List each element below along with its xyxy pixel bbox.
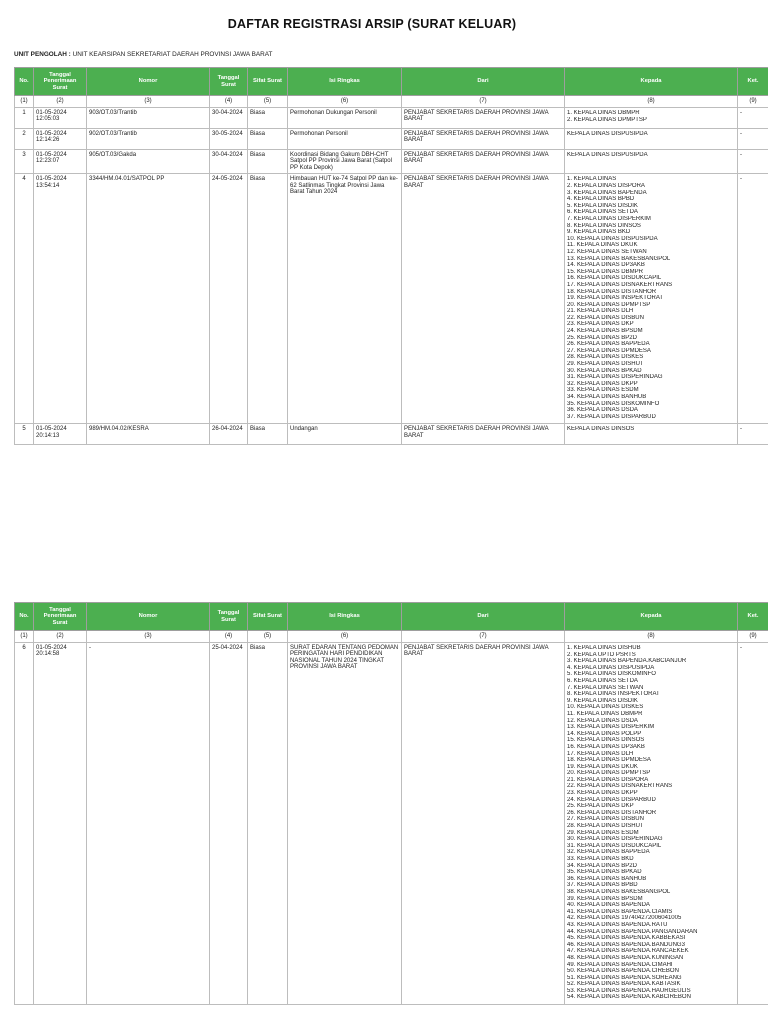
table-row	[15, 129, 768, 150]
col-number: (8)	[565, 96, 738, 108]
kepada-recipient: 27. KEPALA DINAS DISBUN	[567, 816, 644, 823]
ket-cell: -	[738, 129, 768, 150]
table-row	[15, 174, 768, 424]
kepada-recipient: 41. KEPALA DINAS BAPENDA.CIAMIS	[567, 908, 673, 915]
col-number: (5)	[248, 96, 288, 108]
kepada-recipient: 22. KEPALA DINAS DISBUN	[567, 314, 644, 321]
row-no: 6	[15, 643, 34, 1005]
col-header-ket: Ket.	[738, 603, 768, 631]
col-number: (8)	[565, 631, 738, 643]
kepada-recipient: 35. KEPALA DINAS BPKAD	[567, 869, 642, 876]
tanggal-surat-cell: 26-04-2024	[210, 424, 248, 445]
kepada-recipient: 32. KEPALA DINAS BAPPEDA	[567, 849, 650, 856]
kepada-recipient: KEPALA DINAS DINSOS	[567, 426, 635, 433]
table-row	[15, 150, 768, 174]
kepada-cell	[565, 129, 738, 150]
kepada-recipient: 18. KEPALA DINAS DISTANHOR	[567, 288, 657, 295]
tanggal-penerimaan-cell: 01-05-2024 20:14:13	[34, 424, 87, 445]
sifat-surat-cell: Biasa	[248, 129, 288, 150]
kepada-recipient: 20. KEPALA DINAS DPMPTSP	[567, 301, 651, 308]
kepada-recipient: 51. KEPALA DINAS BAPENDA.SOREANG	[567, 974, 682, 981]
kepada-recipient: 18. KEPALA DINAS DPMDESA	[567, 757, 651, 764]
ket-cell: -	[738, 174, 768, 424]
kepada-recipient: 31. KEPALA DINAS DISPERINDAG	[567, 374, 663, 381]
col-header-sifat-surat: Sifat Surat	[248, 603, 288, 631]
kepada-recipient: 3. KEPALA DINAS BAPENDA	[567, 189, 647, 196]
header-row	[15, 68, 768, 96]
kepada-recipient: 17. KEPALA DINAS DISNAKERTRANS	[567, 281, 673, 288]
isi-ringkas-cell: Undangan	[288, 424, 402, 445]
col-header-tanggal-penerimaan: Tanggal Penerimaan Surat	[34, 603, 87, 631]
kepada-recipient: 50. KEPALA DINAS BAPENDA.CIREBON	[567, 968, 679, 975]
kepada-recipient: 5. KEPALA DINAS DISKOMINFO	[567, 671, 656, 678]
row-no: 4	[15, 174, 34, 424]
kepada-recipient: 11. KEPALA DINAS DBMPR	[567, 710, 643, 717]
column-number-row	[15, 631, 768, 643]
kepada-recipient: 42. KEPALA DINAS 197404272006041005	[567, 915, 682, 922]
kepada-recipient: 21. KEPALA DINAS DISPORA	[567, 776, 649, 783]
col-number: (9)	[738, 96, 768, 108]
kepada-recipient: 7. KEPALA DINAS DISPERKIM	[567, 215, 651, 222]
kepada-recipient: 14. KEPALA DINAS POLPP	[567, 730, 642, 737]
col-header-isi-ringkas: Isi Ringkas	[288, 603, 402, 631]
kepada-recipient: 36. KEPALA DINAS DSDA	[567, 407, 638, 414]
col-number: (9)	[738, 631, 768, 643]
col-header-tanggal-surat: Tanggal Surat	[210, 603, 248, 631]
col-header-no: No.	[15, 603, 34, 631]
kepada-recipient: 39. KEPALA DINAS BPSDM	[567, 895, 643, 902]
page-title: DAFTAR REGISTRASI ARSIP (SURAT KELUAR)	[227, 17, 517, 31]
kepada-recipient: 25. KEPALA DINAS DKP	[567, 803, 634, 810]
kepada-recipient: 14. KEPALA DINAS DP3AKB	[567, 262, 645, 269]
kepada-recipient: 1. KEPALA DINAS DBMPR	[567, 110, 640, 116]
kepada-recipient: KEPALA DINAS DISPUSIPDA	[567, 152, 648, 158]
tanggal-penerimaan-cell: 01-05-2024 12:14:26	[34, 129, 87, 150]
tanggal-surat-cell: 30-04-2024	[210, 108, 248, 129]
col-number: (4)	[210, 631, 248, 643]
register-table-page-2	[14, 602, 768, 1005]
table-row	[15, 643, 768, 1005]
dari-cell: PENJABAT SEKRETARIS DAERAH PROVINSI JAWA BARAT	[402, 150, 565, 174]
nomor-cell: 903/OT.03/Trantib	[87, 108, 210, 129]
kepada-recipient: 11. KEPALA DINAS DKUK	[567, 242, 638, 249]
dari-cell: PENJABAT SEKRETARIS DAERAH PROVINSI JAWA BARAT	[402, 129, 565, 150]
sifat-surat-cell: Biasa	[248, 174, 288, 424]
nomor-cell: 902/OT.03/Trantib	[87, 129, 210, 150]
kepada-recipient: 33. KEPALA DINAS BKD	[567, 856, 634, 862]
col-header-ket: Ket.	[738, 68, 768, 96]
tanggal-penerimaan-cell: 01-05-2024 20:14:58	[34, 643, 87, 1005]
col-header-kepada: Kepada	[565, 68, 738, 96]
kepada-recipient: 9. KEPALA DINAS DISDIK	[567, 697, 638, 704]
row-no: 1	[15, 108, 34, 129]
kepada-cell	[565, 174, 738, 424]
kepada-recipient: 19. KEPALA DINAS INSPEKTORAT	[567, 295, 664, 302]
kepada-recipient: 24. KEPALA DINAS DISPARBUD	[567, 796, 656, 803]
table-row	[15, 108, 768, 129]
ket-cell: -	[738, 424, 768, 445]
kepada-recipient: 7. KEPALA DINAS SETWAN	[567, 684, 644, 691]
col-header-nomor: Nomor	[87, 603, 210, 631]
kepada-recipient: 45. KEPALA DINAS BAPENDA.KABBEKASI	[567, 935, 686, 942]
kepada-recipient: 3. KEPALA DINAS BAPENDA.KABCIANJUR	[567, 658, 687, 665]
nomor-cell: -	[87, 643, 210, 1005]
kepada-recipient: 25. KEPALA DINAS BP2D	[567, 334, 637, 341]
kepada-recipient: 4. KEPALA DINAS DISPUSIPDA	[567, 664, 655, 671]
col-header-kepada: Kepada	[565, 603, 738, 631]
kepada-recipient: 13. KEPALA DINAS BAKESBANGPOL	[567, 255, 671, 262]
kepada-recipient: 34. KEPALA DINAS BP2D	[567, 862, 637, 869]
kepada-recipient: 27. KEPALA DINAS DPMDESA	[567, 347, 651, 354]
nomor-cell: 905/OT.03/Gakda	[87, 150, 210, 174]
kepada-recipient: 10. KEPALA DINAS DISKES	[567, 704, 644, 711]
tanggal-penerimaan-cell: 01-05-2024 12:23:07	[34, 150, 87, 174]
kepada-recipient: 13. KEPALA DINAS DISPERKIM	[567, 724, 655, 731]
kepada-recipient: 28. KEPALA DINAS DISKES	[567, 354, 644, 361]
kepada-recipient: 44. KEPALA DINAS BAPENDA.PANGANDARAN	[567, 928, 698, 935]
kepada-recipient: 21. KEPALA DINAS DLH	[567, 308, 634, 315]
kepada-cell	[565, 108, 738, 129]
kepada-cell	[565, 643, 738, 1005]
kepada-recipient: 15. KEPALA DINAS DBMPR	[567, 268, 643, 275]
kepada-recipient: 43. KEPALA DINAS BAPENDA.RATU	[567, 921, 668, 928]
kepada-recipient: 29. KEPALA DINAS ESDM	[567, 829, 639, 836]
dari-cell: PENJABAT SEKRETARIS DAERAH PROVINSI JAWA BARAT	[402, 643, 565, 1005]
col-number: (1)	[15, 96, 34, 108]
tanggal-penerimaan-cell: 01-05-2024 12:05:03	[34, 108, 87, 129]
kepada-recipient: 48. KEPALA DINAS BAPENDA.KUNINGAN	[567, 954, 684, 961]
kepada-recipient: 16. KEPALA DINAS DP3AKB	[567, 743, 645, 750]
kepada-recipient: 19. KEPALA DINAS DKUK	[567, 763, 638, 770]
tanggal-surat-cell: 30-04-2024	[210, 150, 248, 174]
unit-label: UNIT PENGOLAH :	[14, 51, 71, 58]
column-number-row	[15, 96, 768, 108]
kepada-recipient: 32. KEPALA DINAS DKPP	[567, 380, 638, 387]
kepada-recipient: 31. KEPALA DINAS DISDUKCAPIL	[567, 842, 662, 849]
kepada-recipient: 2. KEPALA DINAS DISPORA	[567, 183, 645, 189]
col-header-tanggal-penerimaan: Tanggal Penerimaan Surat	[34, 68, 87, 96]
kepada-recipient: KEPALA DINAS DISPUSIPDA	[567, 131, 648, 137]
dari-cell: PENJABAT SEKRETARIS DAERAH PROVINSI JAWA BARAT	[402, 108, 565, 129]
kepada-recipient: 46. KEPALA DINAS BAPENDA.BANDUNG3	[567, 941, 685, 948]
kepada-recipient: 33. KEPALA DINAS ESDM	[567, 387, 639, 394]
nomor-cell: 3344/HM.04.01/SATPOL PP	[87, 174, 210, 424]
row-no: 5	[15, 424, 34, 445]
kepada-recipient: 28. KEPALA DINAS DISHUT	[567, 823, 644, 830]
isi-ringkas-cell: Himbauan HUT ke-74 Satpol PP dan ke-62 Satlinmas Tingkat Provinsi Jawa Barat Tahun 2024	[288, 174, 402, 424]
kepada-recipient: 30. KEPALA DINAS BPKAD	[567, 367, 642, 374]
tanggal-surat-cell: 25-04-2024	[210, 643, 248, 1005]
col-header-tanggal-surat: Tanggal Surat	[210, 68, 248, 96]
sifat-surat-cell: Biasa	[248, 108, 288, 129]
col-number: (6)	[288, 96, 402, 108]
col-header-dari: Dari	[402, 603, 565, 631]
kepada-recipient: 20. KEPALA DINAS DPMPTSP	[567, 770, 651, 777]
kepada-cell	[565, 150, 738, 174]
kepada-recipient: 26. KEPALA DINAS DISTANHOR	[567, 809, 657, 816]
kepada-recipient: 2. KEPALA UPTD PSRTS	[567, 651, 636, 658]
row-no: 2	[15, 129, 34, 150]
kepada-cell	[565, 424, 738, 445]
isi-ringkas-cell: SURAT EDARAN TENTANG PEDOMAN PERINGATAN HARI PENDIDIKAN NASIONAL TAHUN 2024 TINGKAT PROVINSI JAWA BARAT	[288, 643, 402, 1005]
table-row	[15, 424, 768, 445]
kepada-recipient: 47. KEPALA DINAS BAPENDA.RANCAEKEK	[567, 948, 689, 955]
kepada-recipient: 23. KEPALA DINAS DKP	[567, 321, 634, 328]
kepada-recipient: 52. KEPALA DINAS BAPENDA.KABTASIK	[567, 981, 681, 988]
kepada-recipient: 36. KEPALA DINAS BANHUB	[567, 875, 647, 882]
kepada-recipient: 22. KEPALA DINAS DISNAKERTRANS	[567, 783, 673, 790]
isi-ringkas-cell: Permohonan Personil	[288, 129, 402, 150]
tanggal-penerimaan-cell: 01-05-2024 13:54:14	[34, 174, 87, 424]
kepada-recipient: 49. KEPALA DINAS BAPENDA.CIMAHI	[567, 961, 673, 968]
kepada-recipient: 54. KEPALA DINAS BAPENDA.KABCIREBON	[567, 994, 691, 1001]
col-header-nomor: Nomor	[87, 68, 210, 96]
header-row	[15, 603, 768, 631]
ket-cell: -	[738, 643, 768, 1005]
kepada-recipient: 16. KEPALA DINAS DISDUKCAPIL	[567, 275, 662, 282]
col-header-dari: Dari	[402, 68, 565, 96]
kepada-recipient: 6. KEPALA DINAS SETDA	[567, 677, 638, 684]
kepada-recipient: 12. KEPALA DINAS SETWAN	[567, 248, 647, 255]
col-number: (5)	[248, 631, 288, 643]
kepada-recipient: 9. KEPALA DINAS BKD	[567, 229, 631, 236]
ket-cell: -	[738, 150, 768, 174]
tanggal-surat-cell: 24-05-2024	[210, 174, 248, 424]
kepada-recipient: 38. KEPALA DINAS BAKESBANGPOL	[567, 888, 671, 895]
kepada-recipient: 40. KEPALA DINAS BAPENDA	[567, 902, 650, 909]
isi-ringkas-cell: Permohonan Dukungan Personil	[288, 108, 402, 129]
isi-ringkas-cell: Koordinasi Bidang Gakum DBH-CHT Satpol PP Provinsi Jawa Barat (Satpol PP Kota Depok)	[288, 150, 402, 174]
kepada-recipient: 34. KEPALA DINAS BANHUB	[567, 394, 647, 400]
kepada-recipient: 29. KEPALA DINAS DISHUT	[567, 361, 644, 368]
col-number: (1)	[15, 631, 34, 643]
kepada-recipient: 24. KEPALA DINAS BPSDM	[567, 328, 643, 335]
kepada-recipient: 23. KEPALA DINAS DKPP	[567, 790, 638, 797]
kepada-recipient: 15. KEPALA DINAS DINSOS	[567, 737, 645, 744]
kepada-recipient: 2. KEPALA DINAS DPMPTSP	[567, 116, 647, 123]
kepada-recipient: 6. KEPALA DINAS SETDA	[567, 209, 638, 216]
col-number: (3)	[87, 631, 210, 643]
kepada-recipient: 8. KEPALA DINAS DINSOS	[567, 222, 641, 229]
kepada-recipient: 1. KEPALA DINAS DISHUB	[567, 645, 641, 651]
kepada-recipient: 10. KEPALA DINAS DISPUSIPDA	[567, 235, 658, 242]
kepada-recipient: 17. KEPALA DINAS DLH	[567, 750, 634, 757]
row-no: 3	[15, 150, 34, 174]
kepada-recipient: 37. KEPALA DINAS DISPARBUD	[567, 413, 656, 420]
col-number: (7)	[402, 96, 565, 108]
kepada-recipient: 1. KEPALA DINAS	[567, 176, 617, 183]
kepada-recipient: 35. KEPALA DINAS DISKOMINFO	[567, 400, 660, 407]
kepada-recipient: 12. KEPALA DINAS DSDA	[567, 717, 638, 724]
dari-cell: PENJABAT SEKRETARIS DAERAH PROVINSI JAWA BARAT	[402, 424, 565, 445]
unit-value: UNIT KEARSIPAN SEKRETARIAT DAERAH PROVINSI JAWA BARAT	[72, 51, 273, 58]
unit-pengolah	[14, 51, 272, 58]
col-header-sifat-surat: Sifat Surat	[248, 68, 288, 96]
sifat-surat-cell: Biasa	[248, 643, 288, 1005]
register-table-page-1	[14, 67, 768, 445]
col-number: (2)	[34, 96, 87, 108]
kepada-recipient: 30. KEPALA DINAS DISPERINDAG	[567, 836, 663, 843]
kepada-recipient: 53. KEPALA DINAS BAPENDA.HAURGEULIS	[567, 987, 691, 994]
nomor-cell: 989/HM.04.02/KESRA	[87, 424, 210, 445]
ket-cell: -	[738, 108, 768, 129]
col-header-isi-ringkas: Isi Ringkas	[288, 68, 402, 96]
kepada-recipient: 37. KEPALA DINAS BPBD	[567, 882, 638, 889]
col-number: (2)	[34, 631, 87, 643]
tanggal-surat-cell: 30-05-2024	[210, 129, 248, 150]
col-number: (6)	[288, 631, 402, 643]
sifat-surat-cell: Biasa	[248, 424, 288, 445]
col-number: (7)	[402, 631, 565, 643]
kepada-recipient: 4. KEPALA DINAS BPBD	[567, 196, 635, 203]
kepada-recipient: 5. KEPALA DINAS DISDIK	[567, 202, 638, 209]
kepada-recipient: 8. KEPALA DINAS INSPEKTORAT	[567, 691, 660, 698]
sifat-surat-cell: Biasa	[248, 150, 288, 174]
kepada-recipient: 26. KEPALA DINAS BAPPEDA	[567, 341, 650, 348]
col-number: (3)	[87, 96, 210, 108]
dari-cell: PENJABAT SEKRETARIS DAERAH PROVINSI JAWA BARAT	[402, 174, 565, 424]
col-number: (4)	[210, 96, 248, 108]
col-header-no: No.	[15, 68, 34, 96]
